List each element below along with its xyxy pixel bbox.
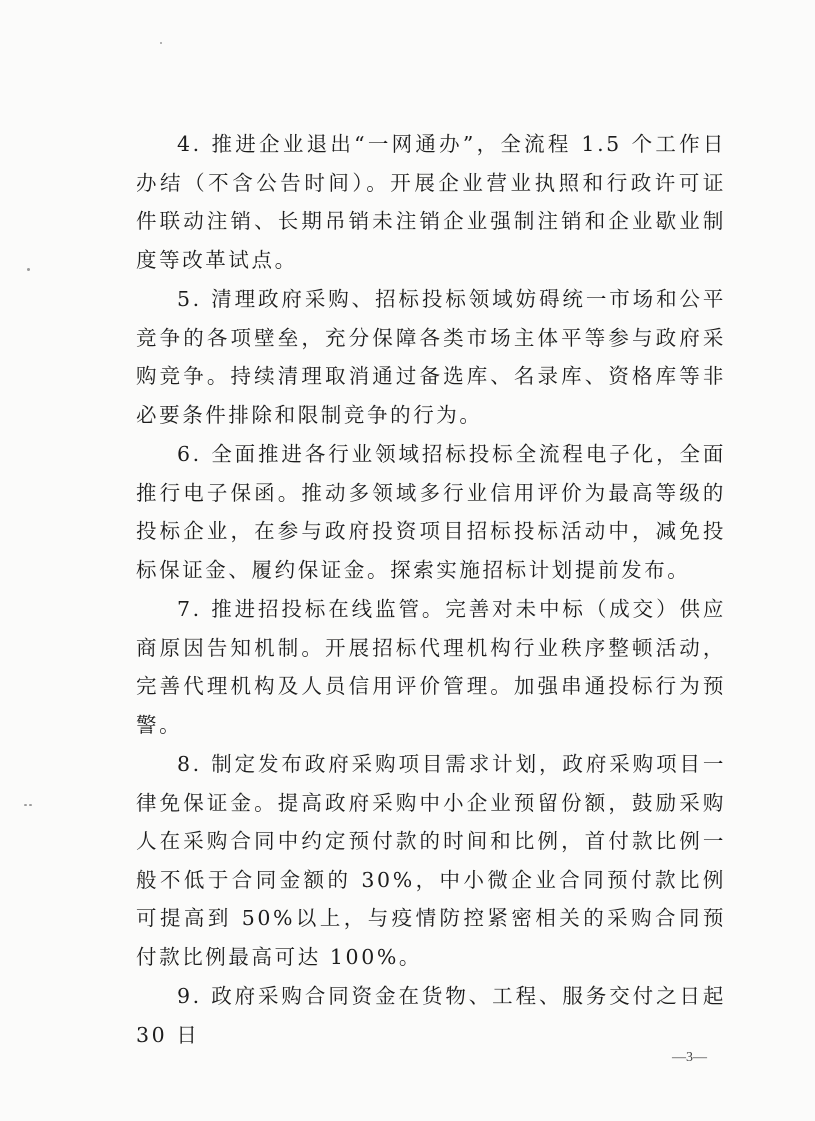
- scan-speck: [29, 804, 32, 806]
- document-body: [136, 125, 726, 1055]
- paragraph-item-7: 7. 推进招投标在线监管。完善对未中标（成交）供应商原因告知机制。开展招标代理机构行业秩序整顿活动，完善代理机构及人员信用评价管理。加强串通投标行为预警。: [136, 597, 726, 737]
- paragraph-item-8: 8. 制定发布政府采购项目需求计划，政府采购项目一律免保证金。提高政府采购中小企业预留份额，鼓励采购人在采购合同中约定预付款的时间和比例，首付款比例一般不低于合同金额的 30%，中小微企业合同预付款比例可提高到 50%以上，与疫情防控紧密相关的采购合同预付款比例最高可达 100%。: [136, 752, 726, 969]
- page-number: —3—: [672, 1050, 707, 1065]
- paragraph-item-6: 6. 全面推进各行业领域招标投标全流程电子化，全面推行电子保函。推动多领域多行业信用评价为最高等级的投标企业，在参与政府投资项目招标投标活动中，减免投标保证金、履约保证金。探索实施招标计划提前发布。: [136, 442, 726, 582]
- paragraph-item-5: 5. 清理政府采购、招标投标领域妨碍统一市场和公平竞争的各项壁垒，充分保障各类市场主体平等参与政府采购竞争。持续清理取消通过备选库、名录库、资格库等非必要条件排除和限制竞争的行为。: [136, 287, 726, 427]
- scan-speck: [27, 268, 30, 271]
- scan-speck: [24, 804, 27, 806]
- paragraph-item-9: 9. 政府采购合同资金在货物、工程、服务交付之日起 30 日: [136, 984, 726, 1047]
- paragraph-item-4: 4. 推进企业退出“一网通办”，全流程 1.5 个工作日办结（不含公告时间）。开展企业营业执照和行政许可证件联动注销、长期吊销未注销企业强制注销和企业歇业制度等改革试点。: [136, 132, 726, 272]
- scan-speck: [160, 42, 162, 44]
